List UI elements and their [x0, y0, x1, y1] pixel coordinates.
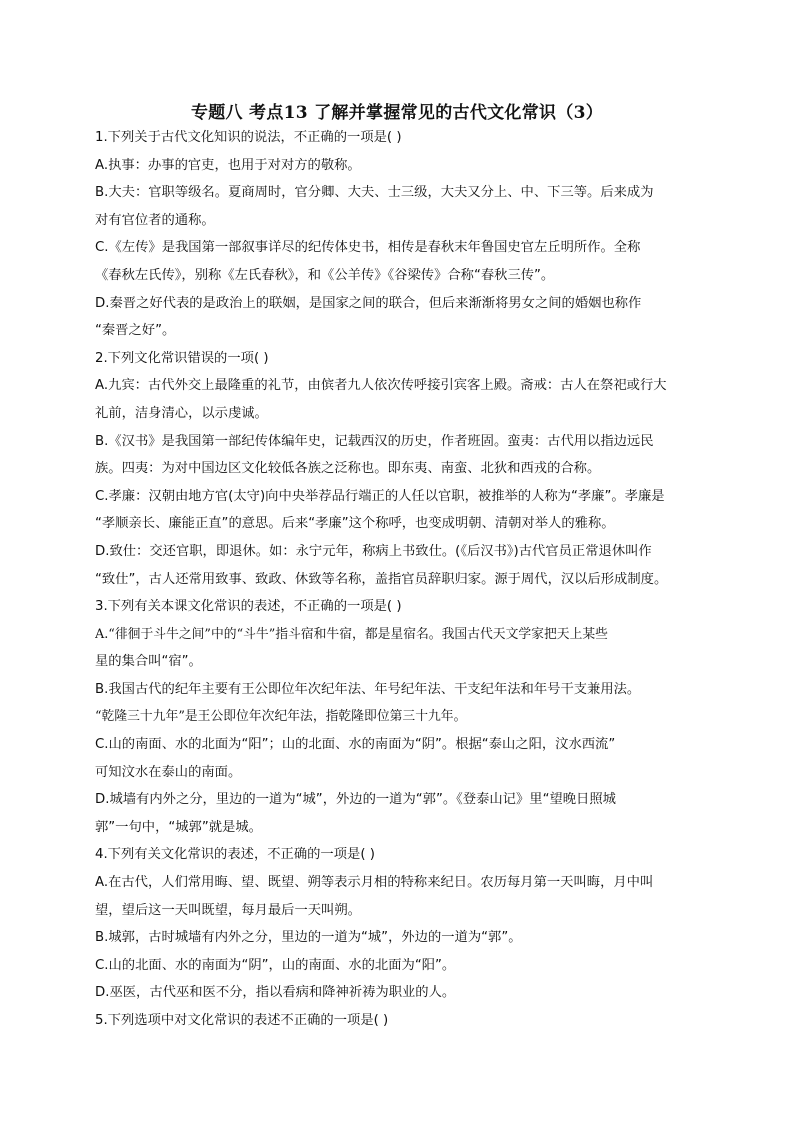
question-2-stem: 2.下列文化常识错误的一项( ): [95, 350, 269, 366]
question-1-option-a: A.执事：办事的官吏，也用于对对方的敬称。: [95, 157, 361, 173]
question-2-option-a-cont: 礼前，洁身清心，以示虔诚。: [95, 405, 268, 421]
question-3-option-d-cont: 郭”一句中，“城郭”就是城。: [95, 819, 262, 835]
question-4-option-a: A.在古代，人们常用晦、望、既望、朔等表示月相的特称来纪日。农历每月第一天叫晦，月中叫: [95, 875, 654, 891]
question-4-stem: 4.下列有关文化常识的表述，不正确的一项是( ): [95, 847, 375, 863]
question-1-option-b-cont: 对有官位者的通称。: [95, 212, 215, 228]
question-1-option-c-cont: 《春秋左氏传》，别称《左氏春秋》，和《公羊传》《谷梁传》合称“春秋三传”。: [95, 267, 555, 283]
question-3-option-a-cont: 星的集合叫“宿”。: [95, 654, 202, 670]
question-3-stem: 3.下列有关本课文化常识的表述，不正确的一项是( ): [95, 599, 402, 615]
question-5-stem: 5.下列选项中对文化常识的表述不正确的一项是( ): [95, 1013, 389, 1028]
question-4-option-c: C.山的北面、水的南面为“阴”，山的南面、水的北面为“阳”。: [95, 957, 456, 973]
question-4-option-a-cont: 望，望后这一天叫既望，每月最后一天叫朔。: [95, 902, 361, 918]
question-1-option-c: C.《左传》是我国第一部叙事详尽的纪传体史书，相传是春秋末年鲁国史官左丘明所作。全称: [95, 240, 641, 256]
question-body: [95, 124, 705, 1035]
page-title: 专题八 考点13 了解并掌握常见的古代文化常识（3）: [190, 103, 604, 123]
question-2-option-c: C.孝廉：汉朝由地方官(太守)向中央举荐品行端正的人任以官职，被推举的人称为“孝廉”。孝廉是: [95, 488, 665, 504]
question-1-stem: 1.下列关于古代文化知识的说法，不正确的一项是( ): [95, 130, 402, 145]
question-1-option-d-cont: “秦晋之好”。: [95, 323, 176, 339]
question-1-option-d: D.秦晋之好代表的是政治上的联姻，是国家之间的联合，但后来渐渐将男女之间的婚姻也称作: [95, 295, 642, 311]
question-3-option-b: B.我国古代的纪年主要有王公即位年次纪年法、年号纪年法、干支纪年法和年号干支兼用法。: [95, 681, 641, 697]
question-2-option-b: B.《汉书》是我国第一部纪传体编年史，记载西汉的历史，作者班固。蛮夷：古代用以指边远民: [95, 433, 654, 449]
question-2-option-d: D.致仕：交还官职，即退休。如：永宁元年，称病上书致仕。(《后汉书》)古代官员正常退休叫作: [95, 543, 652, 559]
question-2-option-a: A.九宾：古代外交上最隆重的礼节，由傧者九人依次传呼接引宾客上殿。斋戒：古人在祭祀或行大: [95, 378, 667, 394]
question-4-option-d: D.巫医，古代巫和医不分，指以看病和降神祈祷为职业的人。: [95, 985, 456, 1001]
question-3-option-a: A.“徘徊于斗牛之间”中的“斗牛”指斗宿和牛宿，都是星宿名。我国古代天文学家把天上某些: [95, 626, 608, 642]
question-2-option-d-cont: “致仕”，古人还常用致事、致政、休致等名称，盖指官员辞职归家。源于周代，汉以后形成制度。: [95, 571, 668, 587]
question-3-option-d: D.城墙有内外之分，里边的一道为“城”，外边的一道为“郭”。《登泰山记》里“望晚日照城: [95, 792, 616, 808]
question-1-option-b: B.大夫：官职等级名。夏商周时，官分卿、大夫、士三级，大夫又分上、中、下三等。后来成为: [95, 185, 654, 201]
question-2-option-c-cont: “孝顺亲长、廉能正直”的意思。后来“孝廉”这个称呼，也变成明朝、清朝对举人的雅称。: [95, 516, 615, 532]
question-4-option-b: B.城郭，古时城墙有内外之分，里边的一道为“城”，外边的一道为“郭”。: [95, 930, 522, 946]
question-3-option-c: C.山的南面、水的北面为“阳”；山的北面、水的南面为“阴”。根据“泰山之阳，汶水西流”: [95, 737, 616, 753]
question-3-option-b-cont: “乾隆三十九年”是王公即位年次纪年法，指乾隆即位第三十九年。: [95, 709, 467, 725]
question-3-option-c-cont: 可知汶水在泰山的南面。: [95, 764, 242, 780]
question-2-option-b-cont: 族。四夷：为对中国边区文化较低各族之泛称也。即东夷、南蛮、北狄和西戎的合称。: [95, 461, 601, 477]
